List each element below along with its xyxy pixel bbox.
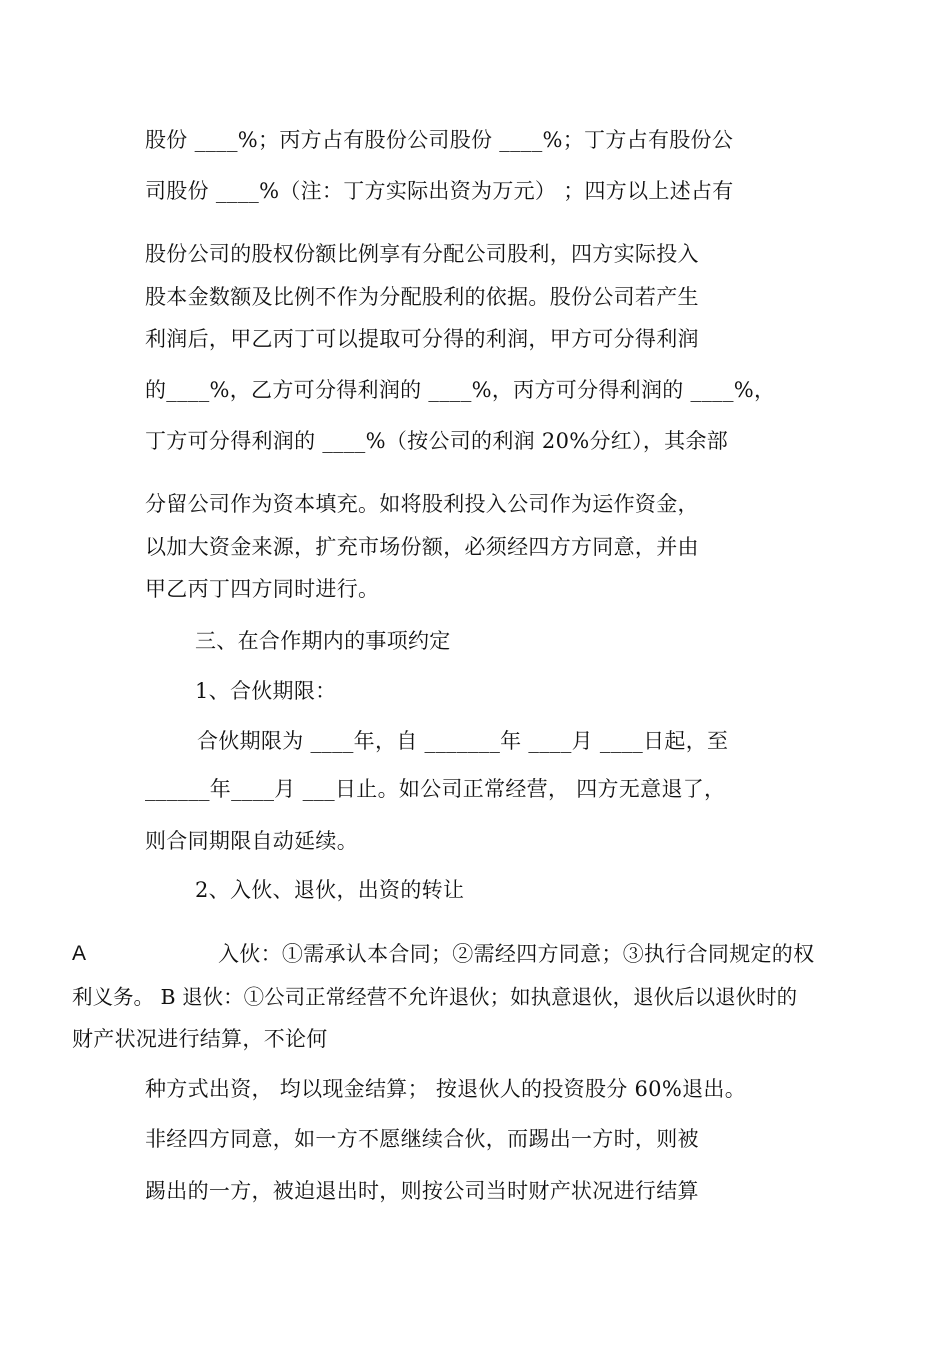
text-line-20: 种方式出资， 均以现金结算； 按退伙人的投资股分 60%退出。	[145, 1077, 746, 1101]
text-line-6: 的____%，乙方可分得利润的 ____%，丙方可分得利润的 ____%，	[145, 378, 776, 402]
text-line-4: 股本金数额及比例不作为分配股利的依据。股份公司若产生	[145, 285, 699, 309]
text-line-19: 财产状况进行结算，不论何	[72, 1027, 328, 1051]
text-line-10: 甲乙丙丁四方同时进行。	[145, 577, 380, 601]
section-heading: 三、在合作期内的事项约定	[195, 629, 451, 653]
item-letter-a: A	[72, 942, 87, 965]
text-line-3: 股份公司的股权份额比例享有分配公司股利，四方实际投入	[145, 242, 699, 266]
text-line-9: 以加大资金来源，扩充市场份额，必须经四方方同意，并由	[145, 535, 699, 559]
subsection-heading-term: 1、合伙期限：	[195, 679, 337, 703]
text-line-15: 则合同期限自动延续。	[145, 829, 358, 853]
text-line-14: ______年____月 ___日止。如公司正常经营， 四方无意退了，	[145, 777, 726, 801]
text-line-17: 入伙：①需承认本合同；②需经四方同意；③执行合同规定的权	[218, 942, 815, 966]
text-line-1: 股份 ____%；丙方占有股份公司股份 ____%；丁方占有股份公	[145, 128, 734, 152]
text-line-13: 合伙期限为 ____年，自 _______年 ____月 ____日起，至	[197, 729, 729, 753]
text-line-18: 利义务。 B 退伙：①公司正常经营不允许退伙；如执意退伙，退伙后以退伙时的	[72, 985, 798, 1009]
subsection-heading-transfer: 2、入伙、退伙，出资的转让	[195, 878, 465, 902]
text-line-5: 利润后，甲乙丙丁可以提取可分得的利润，甲方可分得利润	[145, 327, 699, 351]
text-line-7: 丁方可分得利润的 ____%（按公司的利润 20%分红），其余部	[145, 429, 729, 453]
text-line-8: 分留公司作为资本填充。如将股利投入公司作为运作资金，	[145, 492, 699, 516]
text-line-21: 非经四方同意，如一方不愿继续合伙，而踢出一方时，则被	[145, 1127, 699, 1151]
text-line-2: 司股份 ____%（注：丁方实际出资为万元） ；四方以上述占有	[145, 179, 734, 203]
text-line-22: 踢出的一方，被迫退出时，则按公司当时财产状况进行结算	[145, 1179, 699, 1203]
